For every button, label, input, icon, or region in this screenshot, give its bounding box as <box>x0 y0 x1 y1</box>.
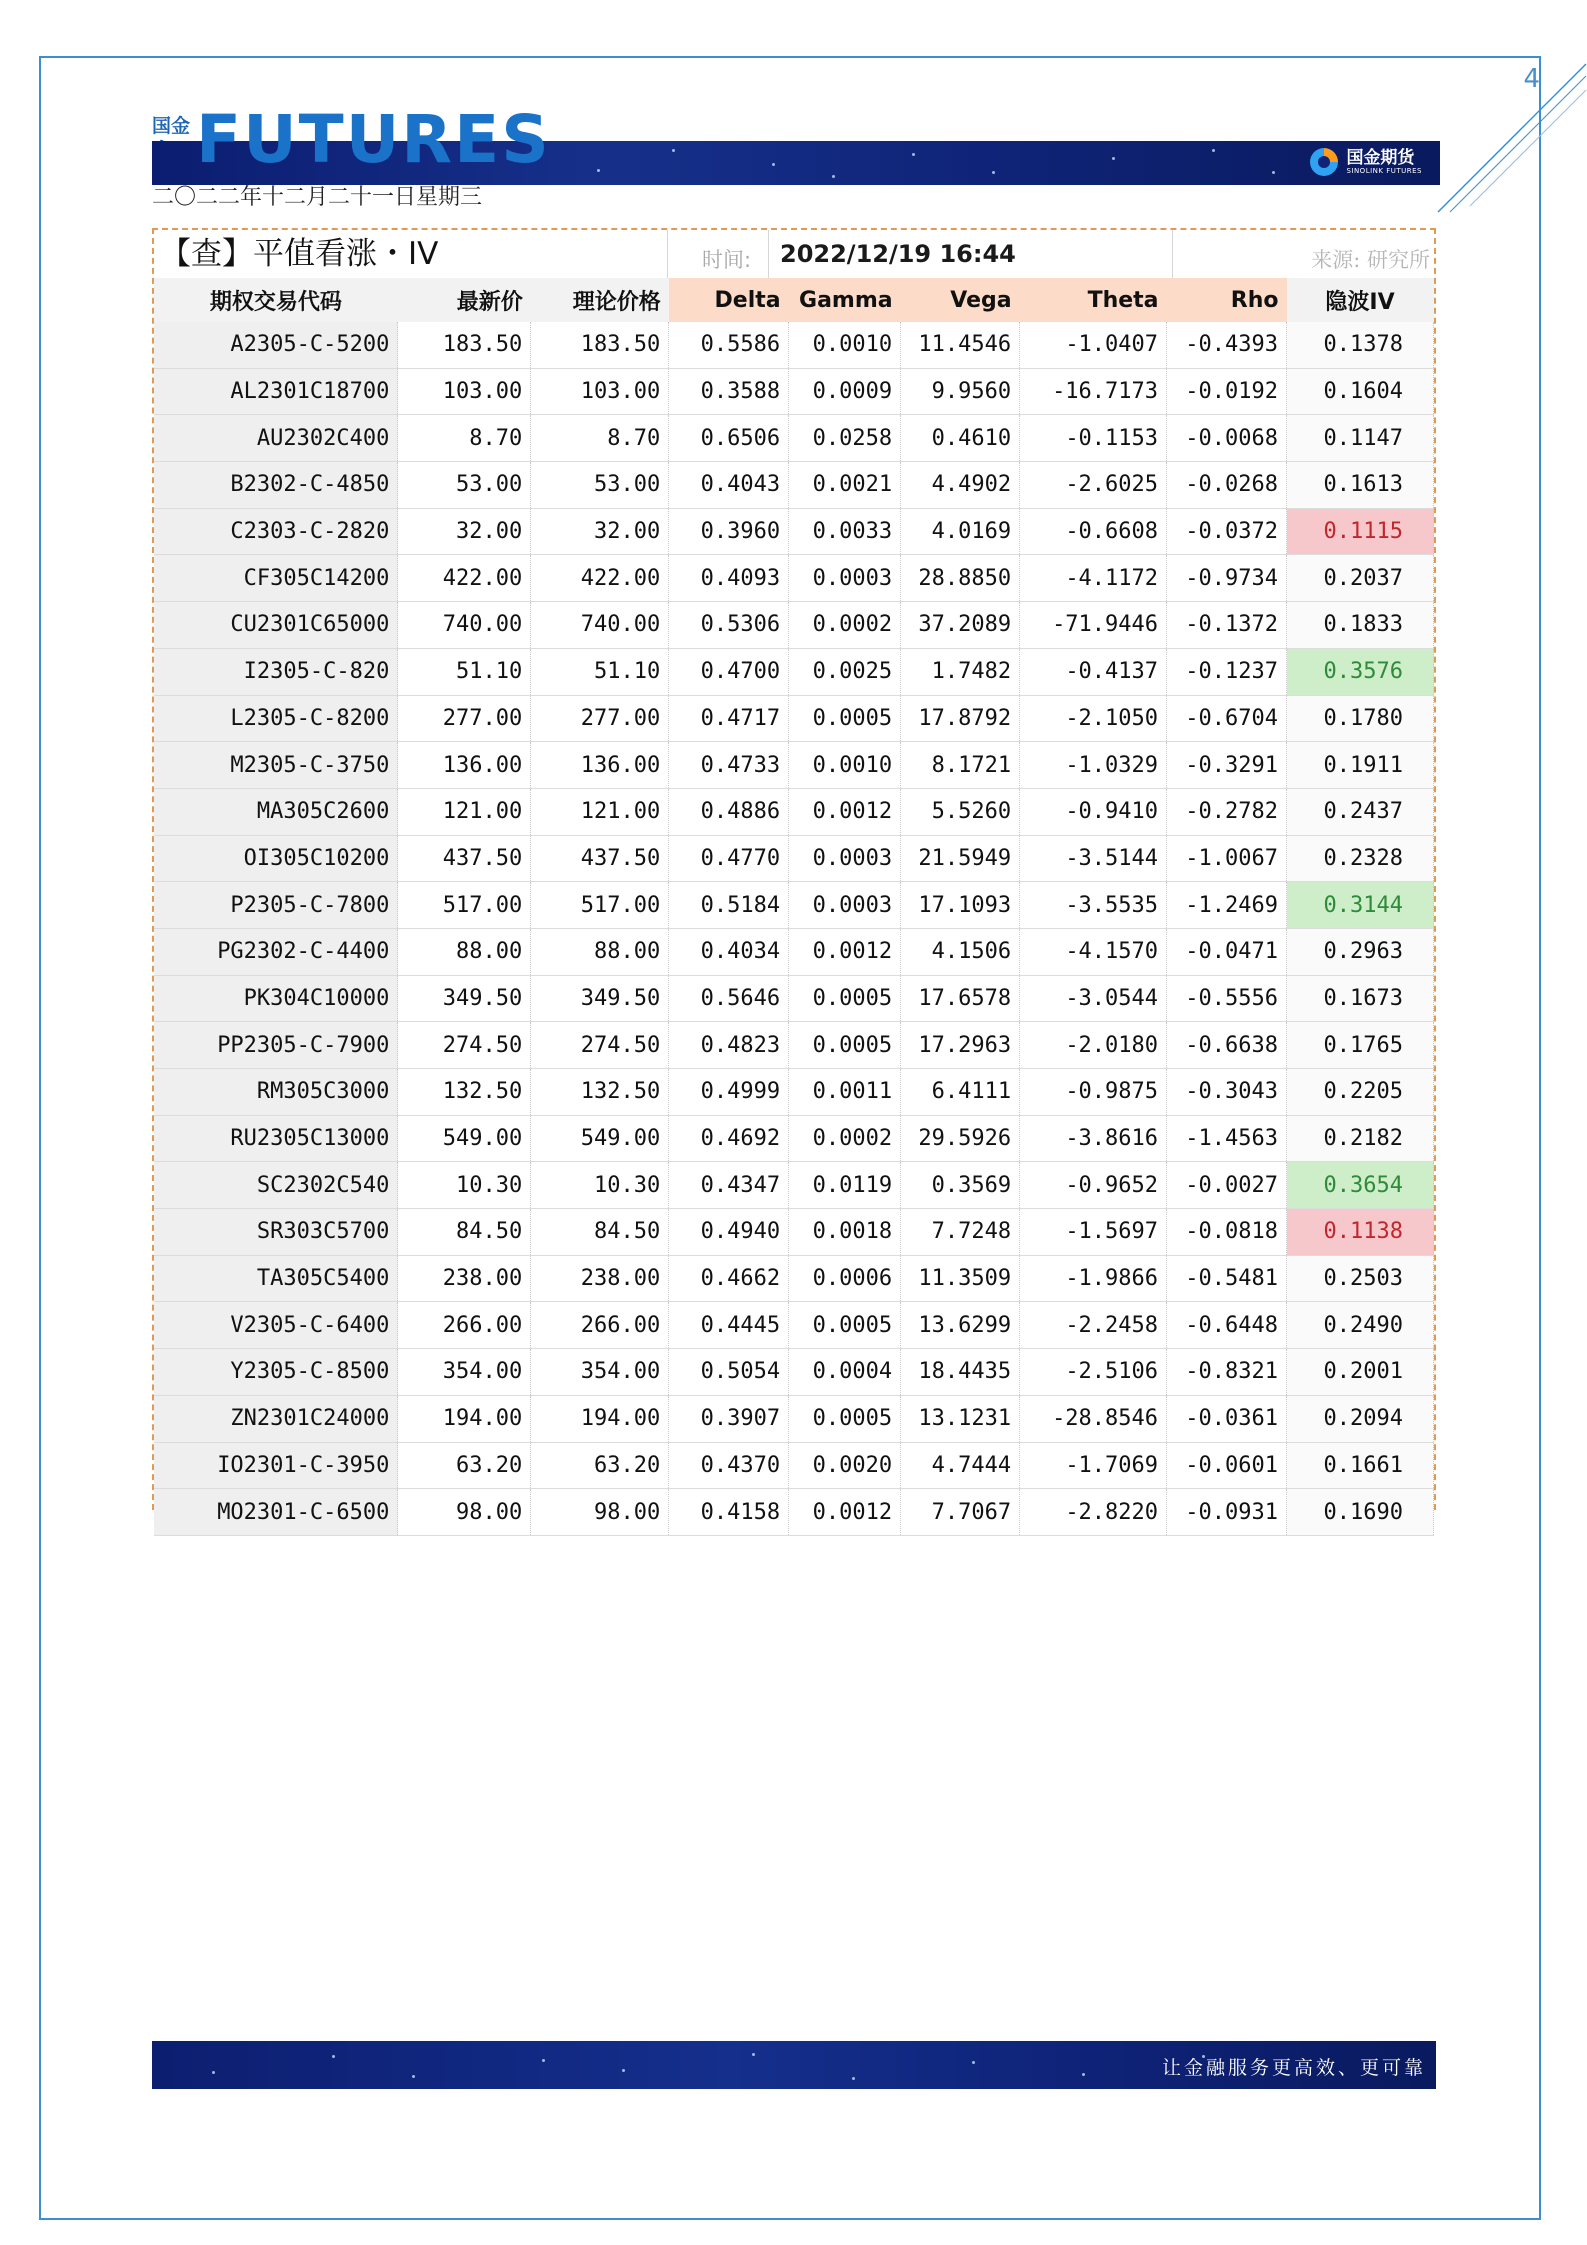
cell-rho: -0.6638 <box>1167 1022 1287 1069</box>
cell-code: A2305-C-5200 <box>154 322 398 368</box>
table-header-row <box>154 278 1434 322</box>
cell-gamma: 0.0003 <box>789 882 901 929</box>
cell-code: AU2302C400 <box>154 415 398 462</box>
cell-gamma: 0.0006 <box>789 1255 901 1302</box>
cell-iv: 0.1690 <box>1287 1489 1434 1536</box>
cell-iv: 0.2182 <box>1287 1115 1434 1162</box>
cell-theta: -2.0180 <box>1020 1022 1167 1069</box>
cell-iv: 0.3654 <box>1287 1162 1434 1209</box>
cell-code: M2305-C-3750 <box>154 742 398 789</box>
cell-last-price: 63.20 <box>398 1442 531 1489</box>
cell-last-price: 136.00 <box>398 742 531 789</box>
cell-gamma: 0.0018 <box>789 1209 901 1256</box>
cell-last-price: 8.70 <box>398 415 531 462</box>
cell-theory-price: 740.00 <box>531 602 669 649</box>
cell-gamma: 0.0012 <box>789 928 901 975</box>
cell-code: P2305-C-7800 <box>154 882 398 929</box>
report-date: 二〇二二年十二月二十一日星期三 <box>152 185 483 210</box>
cell-code: C2303-C-2820 <box>154 508 398 555</box>
cell-theory-price: 437.50 <box>531 835 669 882</box>
col-header-rho: Rho <box>1167 278 1287 322</box>
cell-theory-price: 51.10 <box>531 648 669 695</box>
cell-theory-price: 277.00 <box>531 695 669 742</box>
table-row <box>154 508 1434 555</box>
cell-rho: -0.4393 <box>1167 322 1287 368</box>
cell-rho: -0.8321 <box>1167 1349 1287 1396</box>
cell-delta: 0.4445 <box>669 1302 789 1349</box>
cell-iv: 0.2503 <box>1287 1255 1434 1302</box>
cell-gamma: 0.0005 <box>789 975 901 1022</box>
cell-delta: 0.3907 <box>669 1395 789 1442</box>
cell-theory-price: 136.00 <box>531 742 669 789</box>
cell-theory-price: 266.00 <box>531 1302 669 1349</box>
cell-gamma: 0.0005 <box>789 1302 901 1349</box>
cell-delta: 0.4347 <box>669 1162 789 1209</box>
cell-vega: 8.1721 <box>901 742 1020 789</box>
cell-iv: 0.2490 <box>1287 1302 1434 1349</box>
panel-title-row <box>154 230 1434 278</box>
brand-small-text: 国金 <box>152 115 191 137</box>
cell-delta: 0.5306 <box>669 602 789 649</box>
cell-vega: 7.7067 <box>901 1489 1020 1536</box>
cell-vega: 4.0169 <box>901 508 1020 555</box>
cell-delta: 0.4158 <box>669 1489 789 1536</box>
cell-iv: 0.1378 <box>1287 322 1434 368</box>
cell-last-price: 274.50 <box>398 1022 531 1069</box>
time-label: 时间: <box>702 248 752 272</box>
cell-rho: -0.6704 <box>1167 695 1287 742</box>
cell-rho: -0.6448 <box>1167 1302 1287 1349</box>
table-row <box>154 1022 1434 1069</box>
page-number: 4 <box>1523 64 1540 94</box>
cell-vega: 29.5926 <box>901 1115 1020 1162</box>
cell-theta: -4.1172 <box>1020 555 1167 602</box>
cell-vega: 11.4546 <box>901 322 1020 368</box>
cell-theta: -2.6025 <box>1020 462 1167 509</box>
cell-delta: 0.5184 <box>669 882 789 929</box>
table-row <box>154 928 1434 975</box>
cell-gamma: 0.0010 <box>789 742 901 789</box>
table-body <box>154 322 1434 1535</box>
cell-code: I2305-C-820 <box>154 648 398 695</box>
table-row <box>154 1115 1434 1162</box>
cell-rho: -0.2782 <box>1167 788 1287 835</box>
cell-last-price: 32.00 <box>398 508 531 555</box>
cell-theta: -28.8546 <box>1020 1395 1167 1442</box>
cell-rho: -0.0068 <box>1167 415 1287 462</box>
cell-code: IO2301-C-3950 <box>154 1442 398 1489</box>
cell-last-price: 437.50 <box>398 835 531 882</box>
cell-vega: 28.8850 <box>901 555 1020 602</box>
cell-last-price: 238.00 <box>398 1255 531 1302</box>
cell-code: AL2301C18700 <box>154 368 398 415</box>
col-header-theta: Theta <box>1020 278 1167 322</box>
iv-table <box>154 278 1434 1536</box>
cell-rho: -1.0067 <box>1167 835 1287 882</box>
cell-gamma: 0.0020 <box>789 1442 901 1489</box>
table-row <box>154 975 1434 1022</box>
table-row <box>154 1302 1434 1349</box>
cell-iv: 0.1911 <box>1287 742 1434 789</box>
cell-vega: 17.2963 <box>901 1022 1020 1069</box>
cell-delta: 0.6506 <box>669 415 789 462</box>
footer-banner <box>152 2041 1436 2089</box>
cell-theory-price: 238.00 <box>531 1255 669 1302</box>
cell-gamma: 0.0119 <box>789 1162 901 1209</box>
cell-delta: 0.5646 <box>669 975 789 1022</box>
cell-iv: 0.2437 <box>1287 788 1434 835</box>
cell-delta: 0.4823 <box>669 1022 789 1069</box>
cell-vega: 4.1506 <box>901 928 1020 975</box>
footer-slogan: 让金融服务更高效、更可靠 <box>1161 2057 1426 2079</box>
cell-theta: -3.5535 <box>1020 882 1167 929</box>
cell-gamma: 0.0012 <box>789 1489 901 1536</box>
cell-code: MO2301-C-6500 <box>154 1489 398 1536</box>
cell-code: RU2305C13000 <box>154 1115 398 1162</box>
cell-rho: -0.0027 <box>1167 1162 1287 1209</box>
cell-iv: 0.1147 <box>1287 415 1434 462</box>
cell-gamma: 0.0010 <box>789 322 901 368</box>
cell-last-price: 517.00 <box>398 882 531 929</box>
cell-last-price: 354.00 <box>398 1349 531 1396</box>
panel-title: 【查】平值看涨・IV <box>160 236 439 272</box>
cell-gamma: 0.0003 <box>789 835 901 882</box>
cell-gamma: 0.0002 <box>789 602 901 649</box>
cell-vega: 5.5260 <box>901 788 1020 835</box>
table-row <box>154 322 1434 368</box>
table-row <box>154 1209 1434 1256</box>
cell-theory-price: 32.00 <box>531 508 669 555</box>
cell-code: PG2302-C-4400 <box>154 928 398 975</box>
cell-iv: 0.2001 <box>1287 1349 1434 1396</box>
cell-gamma: 0.0005 <box>789 1395 901 1442</box>
cell-rho: -1.2469 <box>1167 882 1287 929</box>
cell-vega: 17.8792 <box>901 695 1020 742</box>
cell-vega: 13.6299 <box>901 1302 1020 1349</box>
cell-vega: 17.1093 <box>901 882 1020 929</box>
cell-delta: 0.4034 <box>669 928 789 975</box>
cell-delta: 0.4999 <box>669 1069 789 1116</box>
time-divider <box>768 230 769 278</box>
cell-last-price: 132.50 <box>398 1069 531 1116</box>
cell-last-price: 10.30 <box>398 1162 531 1209</box>
cell-rho: -0.3291 <box>1167 742 1287 789</box>
cell-theory-price: 84.50 <box>531 1209 669 1256</box>
cell-theta: -2.1050 <box>1020 695 1167 742</box>
cell-last-price: 121.00 <box>398 788 531 835</box>
cell-theta: -1.7069 <box>1020 1442 1167 1489</box>
cell-vega: 4.7444 <box>901 1442 1020 1489</box>
cell-rho: -0.1372 <box>1167 602 1287 649</box>
cell-theta: -2.2458 <box>1020 1302 1167 1349</box>
cell-last-price: 422.00 <box>398 555 531 602</box>
cell-code: PK304C10000 <box>154 975 398 1022</box>
cell-theta: -2.8220 <box>1020 1489 1167 1536</box>
cell-iv: 0.2037 <box>1287 555 1434 602</box>
cell-vega: 7.7248 <box>901 1209 1020 1256</box>
cell-code: Y2305-C-8500 <box>154 1349 398 1396</box>
cell-theory-price: 183.50 <box>531 322 669 368</box>
cell-delta: 0.4886 <box>669 788 789 835</box>
cell-vega: 1.7482 <box>901 648 1020 695</box>
cell-theory-price: 103.00 <box>531 368 669 415</box>
cell-code: CF305C14200 <box>154 555 398 602</box>
cell-vega: 0.4610 <box>901 415 1020 462</box>
cell-last-price: 183.50 <box>398 322 531 368</box>
cell-last-price: 88.00 <box>398 928 531 975</box>
cell-theory-price: 354.00 <box>531 1349 669 1396</box>
cell-theta: -0.9875 <box>1020 1069 1167 1116</box>
table-row <box>154 415 1434 462</box>
cell-theta: -3.5144 <box>1020 835 1167 882</box>
cell-delta: 0.4940 <box>669 1209 789 1256</box>
cell-code: V2305-C-6400 <box>154 1302 398 1349</box>
cell-rho: -0.5481 <box>1167 1255 1287 1302</box>
cell-gamma: 0.0021 <box>789 462 901 509</box>
cell-last-price: 53.00 <box>398 462 531 509</box>
cell-code: CU2301C65000 <box>154 602 398 649</box>
cell-rho: -0.3043 <box>1167 1069 1287 1116</box>
cell-theta: -4.1570 <box>1020 928 1167 975</box>
iv-table-panel <box>152 228 1436 1525</box>
cell-rho: -0.1237 <box>1167 648 1287 695</box>
table-row <box>154 1255 1434 1302</box>
cell-theory-price: 349.50 <box>531 975 669 1022</box>
logo-mark-icon <box>1310 148 1338 176</box>
cell-gamma: 0.0005 <box>789 1022 901 1069</box>
cell-last-price: 84.50 <box>398 1209 531 1256</box>
table-row <box>154 1162 1434 1209</box>
cell-gamma: 0.0009 <box>789 368 901 415</box>
table-row <box>154 788 1434 835</box>
cell-iv: 0.1765 <box>1287 1022 1434 1069</box>
cell-rho: -0.0601 <box>1167 1442 1287 1489</box>
cell-code: PP2305-C-7900 <box>154 1022 398 1069</box>
cell-last-price: 98.00 <box>398 1489 531 1536</box>
cell-delta: 0.4717 <box>669 695 789 742</box>
col-header-iv: 隐波IV <box>1287 278 1434 322</box>
cell-delta: 0.4093 <box>669 555 789 602</box>
source-label: 来源: 研究所 <box>1311 248 1430 272</box>
cell-delta: 0.4700 <box>669 648 789 695</box>
cell-theta: -1.0407 <box>1020 322 1167 368</box>
cell-iv: 0.1604 <box>1287 368 1434 415</box>
cell-rho: -0.5556 <box>1167 975 1287 1022</box>
cell-theta: -2.5106 <box>1020 1349 1167 1396</box>
cell-theta: -1.0329 <box>1020 742 1167 789</box>
cell-theory-price: 132.50 <box>531 1069 669 1116</box>
cell-iv: 0.3144 <box>1287 882 1434 929</box>
cell-iv: 0.1138 <box>1287 1209 1434 1256</box>
cell-delta: 0.5586 <box>669 322 789 368</box>
cell-theory-price: 63.20 <box>531 1442 669 1489</box>
table-row <box>154 368 1434 415</box>
cell-last-price: 266.00 <box>398 1302 531 1349</box>
cell-delta: 0.4043 <box>669 462 789 509</box>
cell-code: MA305C2600 <box>154 788 398 835</box>
cell-iv: 0.2094 <box>1287 1395 1434 1442</box>
cell-theta: -1.5697 <box>1020 1209 1167 1256</box>
cell-theory-price: 274.50 <box>531 1022 669 1069</box>
cell-vega: 18.4435 <box>901 1349 1020 1396</box>
cell-rho: -0.0192 <box>1167 368 1287 415</box>
cell-rho: -0.0931 <box>1167 1489 1287 1536</box>
table-row <box>154 1442 1434 1489</box>
cell-rho: -0.0268 <box>1167 462 1287 509</box>
table-row <box>154 1395 1434 1442</box>
cell-theta: -0.6608 <box>1020 508 1167 555</box>
cell-delta: 0.4662 <box>669 1255 789 1302</box>
table-row <box>154 462 1434 509</box>
cell-vega: 4.4902 <box>901 462 1020 509</box>
cell-rho: -0.0818 <box>1167 1209 1287 1256</box>
cell-last-price: 277.00 <box>398 695 531 742</box>
cell-gamma: 0.0005 <box>789 695 901 742</box>
cell-theory-price: 121.00 <box>531 788 669 835</box>
cell-theta: -3.8616 <box>1020 1115 1167 1162</box>
cell-code: SC2302C540 <box>154 1162 398 1209</box>
cell-delta: 0.5054 <box>669 1349 789 1396</box>
cell-theory-price: 10.30 <box>531 1162 669 1209</box>
cell-code: TA305C5400 <box>154 1255 398 1302</box>
corner-decoration <box>1430 56 1587 216</box>
cell-gamma: 0.0004 <box>789 1349 901 1396</box>
cell-rho: -1.4563 <box>1167 1115 1287 1162</box>
cell-delta: 0.4692 <box>669 1115 789 1162</box>
cell-theory-price: 53.00 <box>531 462 669 509</box>
cell-delta: 0.4370 <box>669 1442 789 1489</box>
logo-text-cn: 国金期货 <box>1346 147 1415 168</box>
cell-code: L2305-C-8200 <box>154 695 398 742</box>
cell-code: ZN2301C24000 <box>154 1395 398 1442</box>
cell-last-price: 740.00 <box>398 602 531 649</box>
cell-rho: -0.9734 <box>1167 555 1287 602</box>
cell-theta: -0.1153 <box>1020 415 1167 462</box>
cell-theory-price: 8.70 <box>531 415 669 462</box>
cell-iv: 0.3576 <box>1287 648 1434 695</box>
cell-vega: 37.2089 <box>901 602 1020 649</box>
cell-iv: 0.1613 <box>1287 462 1434 509</box>
cell-rho: -0.0471 <box>1167 928 1287 975</box>
cell-theory-price: 98.00 <box>531 1489 669 1536</box>
cell-gamma: 0.0011 <box>789 1069 901 1116</box>
cell-theory-price: 422.00 <box>531 555 669 602</box>
table-row <box>154 1489 1434 1536</box>
cell-gamma: 0.0025 <box>789 648 901 695</box>
time-value: 2022/12/19 16:44 <box>780 240 1016 268</box>
cell-delta: 0.4733 <box>669 742 789 789</box>
cell-vega: 11.3509 <box>901 1255 1020 1302</box>
cell-gamma: 0.0033 <box>789 508 901 555</box>
cell-theory-price: 517.00 <box>531 882 669 929</box>
cell-theory-price: 88.00 <box>531 928 669 975</box>
cell-theory-price: 194.00 <box>531 1395 669 1442</box>
cell-iv: 0.1833 <box>1287 602 1434 649</box>
cell-vega: 13.1231 <box>901 1395 1020 1442</box>
table-row <box>154 1069 1434 1116</box>
table-row <box>154 1349 1434 1396</box>
cell-code: RM305C3000 <box>154 1069 398 1116</box>
cell-last-price: 549.00 <box>398 1115 531 1162</box>
cell-last-price: 349.50 <box>398 975 531 1022</box>
cell-theta: -0.9410 <box>1020 788 1167 835</box>
cell-delta: 0.4770 <box>669 835 789 882</box>
cell-theta: -3.0544 <box>1020 975 1167 1022</box>
cell-iv: 0.2963 <box>1287 928 1434 975</box>
cell-vega: 0.3569 <box>901 1162 1020 1209</box>
cell-last-price: 194.00 <box>398 1395 531 1442</box>
cell-theory-price: 549.00 <box>531 1115 669 1162</box>
cell-theta: -71.9446 <box>1020 602 1167 649</box>
cell-vega: 6.4111 <box>901 1069 1020 1116</box>
col-header-last-price: 最新价 <box>398 278 531 322</box>
cell-last-price: 103.00 <box>398 368 531 415</box>
cell-vega: 9.9560 <box>901 368 1020 415</box>
cell-code: B2302-C-4850 <box>154 462 398 509</box>
col-header-theory-price: 理论价格 <box>531 278 669 322</box>
cell-theta: -1.9866 <box>1020 1255 1167 1302</box>
cell-vega: 17.6578 <box>901 975 1020 1022</box>
cell-code: OI305C10200 <box>154 835 398 882</box>
cell-gamma: 0.0003 <box>789 555 901 602</box>
cell-iv: 0.1115 <box>1287 508 1434 555</box>
table-row <box>154 648 1434 695</box>
cell-gamma: 0.0002 <box>789 1115 901 1162</box>
col-header-gamma: Gamma <box>789 278 901 322</box>
cell-last-price: 51.10 <box>398 648 531 695</box>
cell-gamma: 0.0012 <box>789 788 901 835</box>
col-header-vega: Vega <box>901 278 1020 322</box>
cell-iv: 0.2328 <box>1287 835 1434 882</box>
cell-delta: 0.3588 <box>669 368 789 415</box>
col-header-code: 期权交易代码 <box>154 278 398 322</box>
time-box <box>667 230 1173 278</box>
table-row <box>154 602 1434 649</box>
cell-iv: 0.1661 <box>1287 1442 1434 1489</box>
table-row <box>154 835 1434 882</box>
cell-iv: 0.1673 <box>1287 975 1434 1022</box>
col-header-delta: Delta <box>669 278 789 322</box>
cell-code: SR303C5700 <box>154 1209 398 1256</box>
table-row <box>154 882 1434 929</box>
cell-theta: -16.7173 <box>1020 368 1167 415</box>
brand-futures-title: FUTURES <box>196 101 551 178</box>
cell-delta: 0.3960 <box>669 508 789 555</box>
table-row <box>154 742 1434 789</box>
cell-gamma: 0.0258 <box>789 415 901 462</box>
cell-vega: 21.5949 <box>901 835 1020 882</box>
logo-text-en: SINOLINK FUTURES <box>1346 166 1422 175</box>
cell-theta: -0.4137 <box>1020 648 1167 695</box>
table-row <box>154 555 1434 602</box>
cell-iv: 0.1780 <box>1287 695 1434 742</box>
cell-rho: -0.0372 <box>1167 508 1287 555</box>
sinolink-logo <box>1310 148 1422 176</box>
cell-iv: 0.2205 <box>1287 1069 1434 1116</box>
cell-rho: -0.0361 <box>1167 1395 1287 1442</box>
table-row <box>154 695 1434 742</box>
cell-theta: -0.9652 <box>1020 1162 1167 1209</box>
